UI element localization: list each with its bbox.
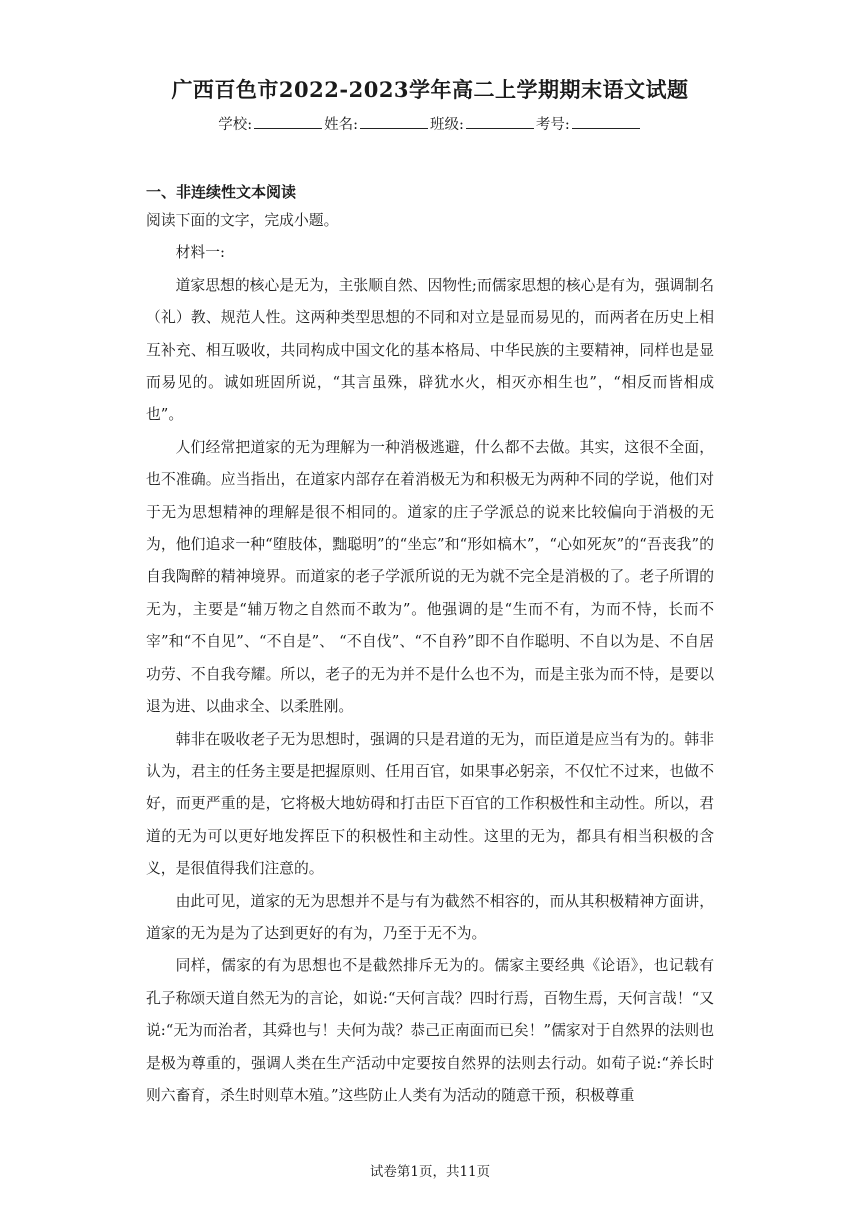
page-title: 广西百色市2022-2023学年高二上学期期末语文试题 [171, 77, 689, 102]
paragraph: 人们经常把道家的无为理解为一种消极逃避，什么都不去做。其实，这很不全面，也不准确。应当指出，在道家内部存在着消极无为和积极无为两种不同的学说，他们对于无为思想精神的理解是很不相同的。道家的庄子学派总的说来比较偏向于消极的无为，他们追求一种“堕肢体，黜聪明”的“坐忘”和“形如槁木”，“心如死灰”的“吾丧我”的自我陶醉的精神境界。而道家的老子学派所说的无为就不完全是消极的了。老子所谓的无为，主要是“辅万物之自然而不敢为”。他强调的是“生而不有，为而不恃，长而不宰”和“不自见”、“不自是”、 “不自伐”、“不自矜”即不自作聪明、不自以为是、不自居功劳、不自我夸耀。所以，老子的无为并不是什么也不为，而是主张为而不恃，是要以退为进、以曲求全、以柔胜刚。 [146, 438, 714, 716]
class-blank[interactable] [466, 116, 534, 129]
name-label: 姓名: [324, 117, 358, 133]
student-info-line [0, 113, 860, 134]
page-footer: 试卷第1页，共11页 [369, 1164, 491, 1180]
class-label: 班级: [430, 117, 464, 133]
paragraph: 韩非在吸收老子无为思想时，强调的只是君道的无为，而臣道是应当有为的。韩非认为，君主的任务主要是把握原则、任用百官，如果事必躬亲，不仅忙不过来，也做不好，而更严重的是，它将极大地妨碍和打击臣下百官的工作积极性和主动性。所以，君道的无为可以更好地发挥臣下的积极性和主动性。这里的无为，都具有相当积极的含义，是很值得我们注意的。 [146, 730, 714, 878]
material-label: 材料一: [175, 244, 225, 262]
reading-passage [146, 205, 714, 1112]
exam-number-blank[interactable] [572, 116, 640, 129]
school-label: 学校: [218, 117, 253, 133]
school-blank[interactable] [254, 116, 322, 129]
paragraph: 同样，儒家的有为思想也不是截然排斥无为的。儒家主要经典《论语》，也记载有孔子称颂天道自然无为的言论，如说:“天何言哉？四时行焉，百物生焉，天何言哉！“又说:“无为而治者，其舜也与！夫何为哉？恭己正南面而已矣！”儒家对于自然界的法则也是极为尊重的，强调人类在生产活动中定要按自然界的法则去行动。如荀子说:“养长时则六畜育，杀生时则草木殖。”这些防止人类有为活动的随意干预，积极尊重 [146, 957, 714, 1104]
instruction-text: 阅读下面的文字，完成小题。 [146, 212, 339, 229]
paragraph: 道家思想的核心是无为，主张顺自然、因物性;而儒家思想的核心是有为，强调制名（礼）教、规范人性。这两种类型思想的不同和对立是显而易见的，而两者在历史上相互补充、相互吸收，共同构成中国文化的基本格局、中华民族的主要精神，同样也是显而易见的。诚如班固所说，“其言虽殊，辟犹水火，相灭亦相生也”，“相反而皆相成也”。 [146, 276, 714, 424]
exam-number-label: 考号: [535, 117, 570, 133]
section-heading: 一、非连续性文本阅读 [146, 183, 297, 201]
paragraph: 由此可见，道家的无为思想并不是与有为截然不相容的，而从其积极精神方面讲，道家的无为是为了达到更好的有为，乃至于无不为。 [146, 892, 714, 942]
name-blank[interactable] [360, 116, 428, 129]
